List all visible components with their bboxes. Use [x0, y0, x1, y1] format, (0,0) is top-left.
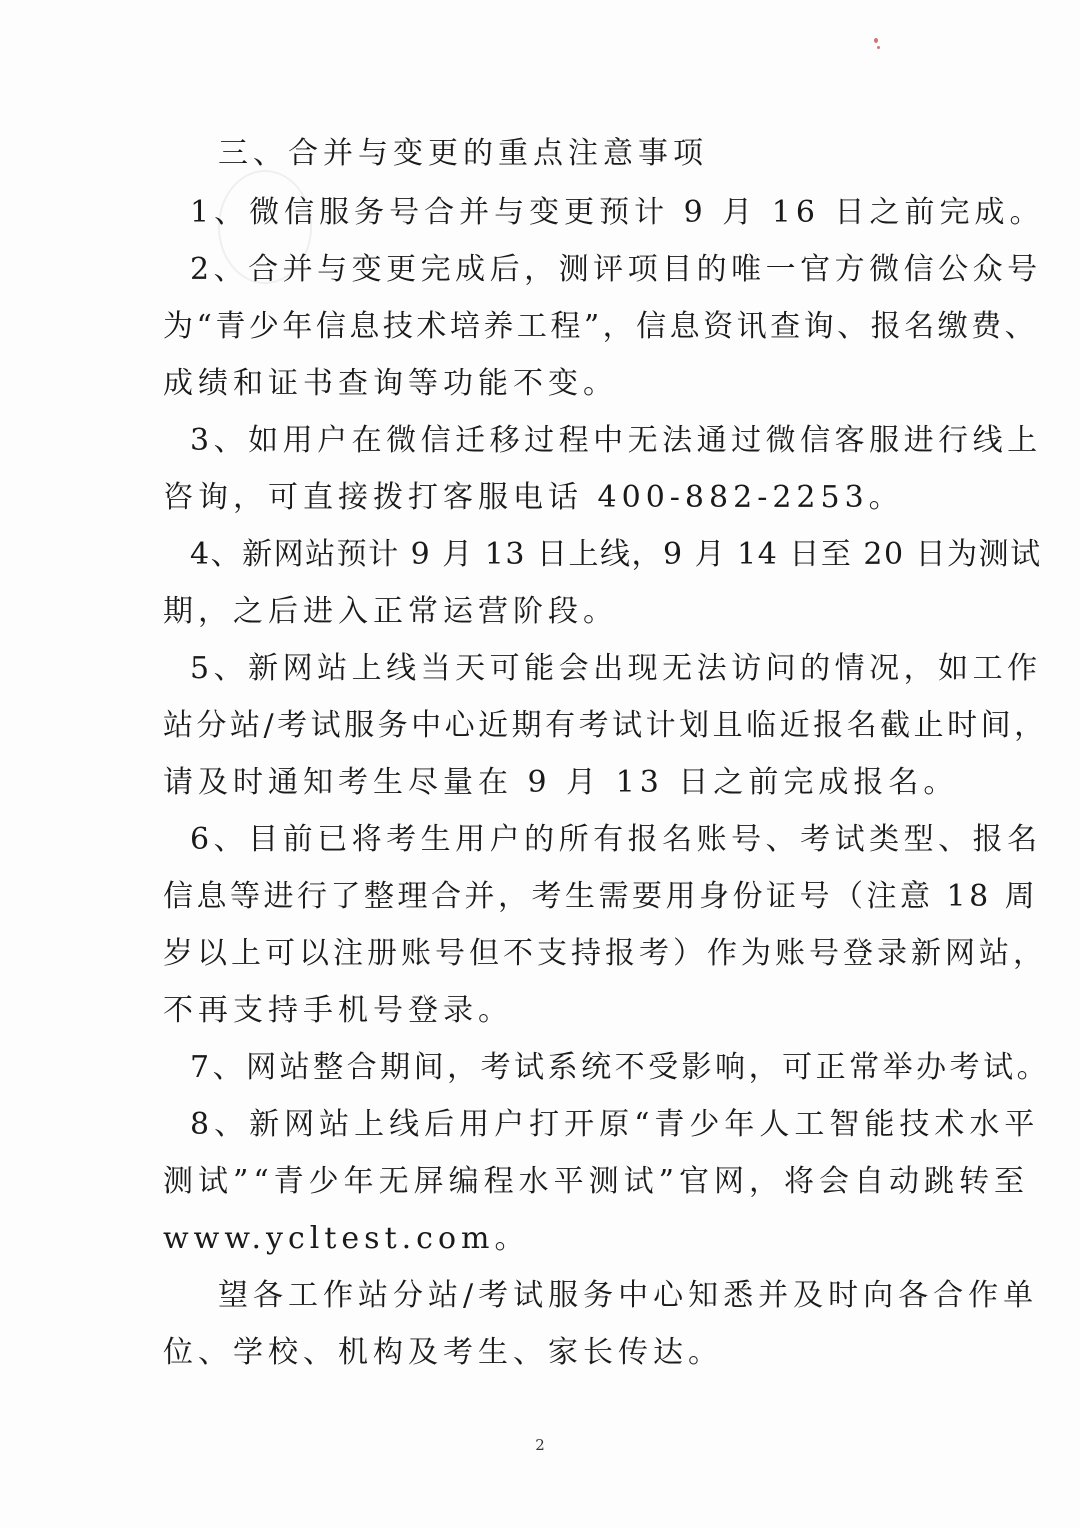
paragraph-line: 为“青少年信息技术培养工程”，信息资讯查询、报名缴费、 [163, 309, 1039, 344]
paragraph-line: www.ycltest.com。 [163, 1221, 530, 1256]
paragraph-line: 2、合并与变更完成后，测评项目的唯一官方微信公众号 [190, 252, 1042, 287]
paragraph-line: 6、目前已将考生用户的所有报名账号、考试类型、报名 [190, 822, 1042, 857]
paragraph-line: 岁以上可以注册账号但不支持报考）作为账号登录新网站， [163, 936, 1047, 971]
paragraph-line: 8、新网站上线后用户打开原“青少年人工智能技术水平 [190, 1107, 1040, 1142]
section-heading: 三、合并与变更的重点注意事项 [218, 136, 708, 171]
paragraph-line: 咨询，可直接拨打客服电话 400-882-2253。 [163, 480, 904, 515]
paragraph-line: 1、微信服务号合并与变更预计 9 月 16 日之前完成。 [190, 195, 1045, 230]
paragraph-line: 5、新网站上线当天可能会出现无法访问的情况，如工作 [190, 651, 1042, 686]
closing-line: 望各工作站分站/考试服务中心知悉并及时向各合作单 [218, 1278, 1039, 1313]
paragraph-line: 成绩和证书查询等功能不变。 [163, 366, 618, 401]
paragraph-line: 不再支持手机号登录。 [163, 993, 513, 1028]
red-speck-mark [877, 46, 880, 49]
paragraph-line: 4、新网站预计 9 月 13 日上线，9 月 14 日至 20 日为测试 [190, 537, 1042, 572]
paragraph-line: 请及时通知考生尽量在 9 月 13 日之前完成报名。 [163, 765, 959, 800]
paragraph-line: 信息等进行了整理合并，考生需要用身份证号（注意 18 周 [163, 879, 1039, 914]
paragraph-line: 测试”“青少年无屏编程水平测试”官网，将会自动跳转至 [163, 1164, 1030, 1199]
closing-line: 位、学校、机构及考生、家长传达。 [163, 1335, 723, 1370]
paragraph-line: 站分站/考试服务中心近期有考试计划且临近报名截止时间， [163, 708, 1048, 743]
red-speck-mark [874, 38, 878, 43]
paragraph-line: 期，之后进入正常运营阶段。 [163, 594, 618, 629]
page-number: 2 [535, 1436, 545, 1454]
paragraph-line: 7、网站整合期间，考试系统不受影响，可正常举办考试。 [190, 1050, 1051, 1085]
paragraph-line: 3、如用户在微信迁移过程中无法通过微信客服进行线上 [190, 423, 1042, 458]
